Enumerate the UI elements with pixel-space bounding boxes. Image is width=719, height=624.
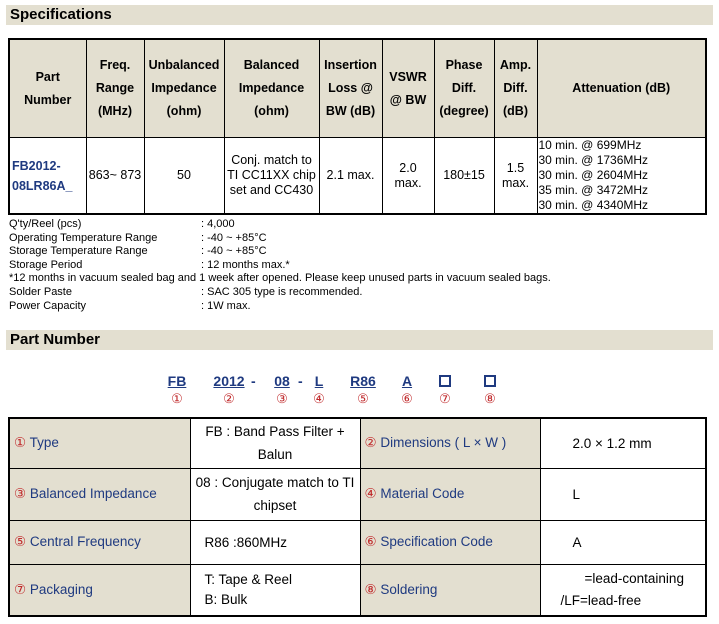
code-segment-number: ⑦ <box>439 391 451 406</box>
code-segment-number: ④ <box>313 391 325 406</box>
field-label: ③ Balanced Impedance <box>9 468 190 520</box>
field-value: L <box>540 468 706 520</box>
circled-number: ⑦ <box>14 581 27 597</box>
unbalanced-impedance-cell: 50 <box>144 138 224 215</box>
header-balanced-impedance: Balanced Impedance (ohm) <box>224 39 319 138</box>
field-value: 08 : Conjugate match to TI chipset <box>190 468 360 520</box>
code-dash: - <box>251 373 256 389</box>
spec-item-value: : SAC 305 type is recommended. <box>201 285 363 298</box>
code-segment-number: ③ <box>276 391 288 406</box>
code-segment-text: 2012 <box>213 373 245 389</box>
code-segment-box <box>481 372 499 390</box>
spec-item-label: Storage Period <box>9 258 83 271</box>
code-segment <box>310 372 328 408</box>
balanced-impedance-cell: Conj. match to TI CC11XX chip set and CC430 <box>224 138 319 215</box>
code-segment-text: 08 <box>274 373 290 389</box>
attenuation-line: 30 min. @ 2604MHz <box>538 168 649 182</box>
phase-diff-cell: 180±15 <box>434 138 494 215</box>
attenuation-line: 35 min. @ 3472MHz <box>538 183 649 197</box>
part-number-table <box>8 417 707 617</box>
field-value: A <box>540 520 706 564</box>
code-segment <box>481 372 499 408</box>
code-segment <box>398 372 416 408</box>
spec-item-label: Q'ty/Reel (pcs) <box>9 218 82 230</box>
field-value: R86 :860MHz <box>190 520 360 564</box>
soldering-lead-free: /LF=lead-free <box>560 592 642 608</box>
field-label: ⑥ Specification Code <box>360 520 540 564</box>
header-unbalanced-impedance: Unbalanced Impedance (ohm) <box>144 39 224 138</box>
circled-number: ⑥ <box>364 534 377 549</box>
header-insertion-loss: Insertion Loss @ BW (dB) <box>319 39 382 138</box>
part-number-row <box>9 418 706 468</box>
circled-number: ② <box>364 435 377 451</box>
spec-item-value: : 1W max. <box>201 299 251 312</box>
spec-item-value: : -40 ~ +85°C <box>201 245 267 258</box>
header-phase-diff: Phase Diff. (degree) <box>434 39 494 138</box>
storage-note: *12 months in vacuum sealed bag and 1 week after opened. Please keep unused parts in vacuum sealed bags. <box>9 272 551 285</box>
part-number-cell: FB2012-08LR86A_ <box>9 138 86 215</box>
attenuation-line: 30 min. @ 4340MHz <box>538 198 649 212</box>
spec-item-label: Storage Temperature Range <box>9 245 148 258</box>
part-number-row <box>9 564 706 616</box>
code-segment-text: L <box>314 373 324 389</box>
code-segment <box>163 372 191 408</box>
field-label: ① Type <box>9 418 190 468</box>
spec-data-row <box>9 138 706 215</box>
code-segment <box>346 372 380 408</box>
specifications-table <box>8 38 707 215</box>
circled-number: ⑤ <box>14 534 27 549</box>
soldering-lead: =lead-containing <box>584 570 684 586</box>
header-vswr: VSWR @ BW <box>382 39 434 138</box>
field-value: FB : Band Pass Filter + Balun <box>190 418 360 468</box>
packaging-bulk: B: Bulk <box>204 591 248 607</box>
field-label: ⑤ Central Frequency <box>9 520 190 564</box>
spec-header-row <box>9 39 706 138</box>
code-segment-number: ⑤ <box>357 391 369 406</box>
field-label: ② Dimensions ( L × W ) <box>360 418 540 468</box>
code-segment-text: R86 <box>350 373 376 389</box>
field-value <box>190 564 360 616</box>
spec-item-label: Solder Paste <box>9 285 72 298</box>
packaging-tape: T: Tape & Reel <box>204 571 293 587</box>
code-segment <box>436 372 454 408</box>
spec-item-value: : 4,000 <box>201 218 235 230</box>
circled-number: ③ <box>14 486 27 501</box>
specifications-title: Specifications <box>10 6 112 23</box>
circled-number: ④ <box>364 486 377 501</box>
code-segment-number: ① <box>171 391 183 406</box>
insertion-loss-cell: 2.1 max. <box>319 138 382 215</box>
part-code-row <box>0 372 719 412</box>
attenuation-line: 30 min. @ 1736MHz <box>538 153 649 167</box>
header-attenuation: Attenuation (dB) <box>537 39 706 138</box>
code-segment-text: A <box>401 373 413 389</box>
vswr-cell: 2.0 max. <box>382 138 434 215</box>
part-number-section-bar <box>6 330 713 350</box>
field-label: ⑦ Packaging <box>9 564 190 616</box>
code-segment <box>210 372 248 408</box>
attenuation-line: 10 min. @ 699MHz <box>538 138 642 152</box>
field-value: 2.0 × 1.2 mm <box>540 418 706 468</box>
circled-number: ⑧ <box>364 581 377 597</box>
attenuation-cell <box>537 138 706 215</box>
field-label: ④ Material Code <box>360 468 540 520</box>
code-segment-number: ② <box>223 391 235 406</box>
part-number-title: Part Number <box>10 331 101 348</box>
code-segment-box <box>436 372 454 390</box>
spec-item-value: : -40 ~ +85°C <box>201 231 267 244</box>
spec-item-label: Power Capacity <box>9 299 87 312</box>
freq-range-cell: 863~ 873 <box>86 138 144 215</box>
code-segment-text: FB <box>167 373 187 389</box>
field-value <box>540 564 706 616</box>
specifications-section-bar <box>6 5 713 25</box>
code-segment <box>270 372 294 408</box>
empty-box-icon <box>484 375 496 387</box>
field-label: ⑧ Soldering <box>360 564 540 616</box>
circled-number: ① <box>14 435 27 451</box>
code-segment-number: ⑥ <box>401 391 413 406</box>
code-segment-number: ⑧ <box>484 391 496 406</box>
header-amp-diff: Amp. Diff. (dB) <box>494 39 537 138</box>
spec-item-value: : 12 months max.* <box>201 258 290 271</box>
part-number-row <box>9 520 706 564</box>
spec-item-label: Operating Temperature Range <box>9 231 158 244</box>
header-part-number: Part Number <box>9 39 86 138</box>
code-dash: - <box>298 373 303 389</box>
amp-diff-cell: 1.5 max. <box>494 138 537 215</box>
part-number-row <box>9 468 706 520</box>
header-freq-range: Freq. Range (MHz) <box>86 39 144 138</box>
empty-box-icon <box>439 375 451 387</box>
